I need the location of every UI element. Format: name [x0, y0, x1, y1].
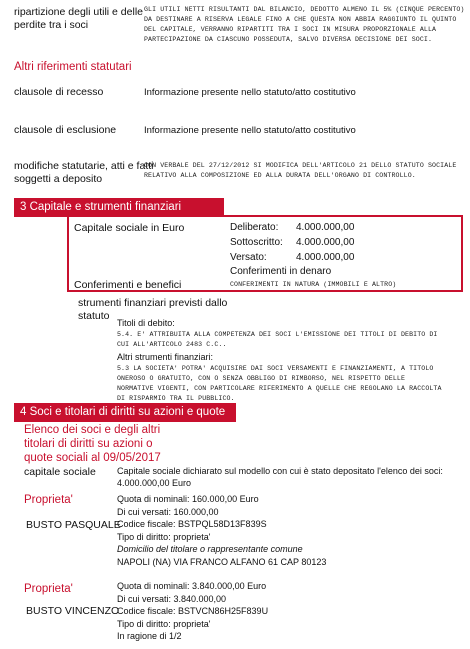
value-esclusione: Informazione presente nello statuto/atto costitutivo: [144, 125, 356, 136]
socio-2-tipo: Proprieta': [24, 583, 73, 595]
sottoscritto-value: 4.000.000,00: [296, 237, 355, 248]
label-esclusione: clausole di esclusione: [14, 124, 117, 136]
socio-1-nome: BUSTO PASQUALE: [26, 519, 121, 531]
conferimenti-denaro: Conferimenti in denaro: [230, 266, 332, 277]
capitale-sociale-dichiarato: Capitale sociale dichiarato sul modello con cui è stato depositato l'elenco dei soci: 4.000.000,00 Euro: [117, 466, 443, 488]
label-ripartizione: ripartizione degli utili e delle perdite tra i soci: [14, 6, 143, 31]
value-recesso: Informazione presente nello statuto/atto costitutivo: [144, 87, 356, 98]
titoli-debito-text: 5.4. E' ATTRIBUITA ALLA COMPETENZA DEI SOCI L'EMISSIONE DEI TITOLI DI DEBITO DI CUI ALL'ARTICOLO 2483 C.C..: [117, 331, 438, 348]
text-modifiche: CON VERBALE DEL 27/12/2012 SI MODIFICA DELL'ARTICOLO 21 DELLO STATUTO SOCIALE RELATIVO ALLA COMPOSIZIONE ED ALLA DURATA DELL'ORGANO DI CONTROLLO.: [144, 162, 457, 179]
socio-2-dettagli: Quota di nominali: 3.840.000,00 Euro Di cui versati: 3.840.000,00 Codice fiscale: BSTVCN86H25F839U Tipo di diritto: proprieta' In ragione di 1/2: [117, 581, 269, 641]
versato-label: Versato:: [230, 252, 267, 263]
deliberato-value: 4.000.000,00: [296, 222, 355, 233]
sottoscritto-label: Sottoscritto:: [230, 237, 283, 248]
subhead-altri-riferimenti: Altri riferimenti statutari: [14, 61, 132, 73]
socio-2-nome: BUSTO VINCENZO: [26, 605, 120, 617]
altri-strumenti-label: Altri strumenti finanziari:: [117, 352, 214, 362]
conferimenti-benefici-label: Conferimenti e benefici: [74, 279, 182, 291]
deliberato-label: Deliberato:: [230, 222, 279, 233]
socio-1-dettagli: Quota di nominali: 160.000,00 Euro Di cui versati: 160.000,00 Codice fiscale: BSTPQL58D13F839S Tipo di diritto: proprieta' Domicilio del titolare o rappresentante comune NAPOLI (NA) VIA FRANCO ALFANO 61 CAP 80123: [117, 494, 327, 567]
section-4-bar: 4 Soci e titolari di diritti su azioni e quote: [14, 403, 236, 422]
label-modifiche: modifiche statutarie, atti e fatti soggetti a deposito: [14, 160, 154, 185]
label-capitale-sociale: capitale sociale: [24, 466, 96, 478]
text-ripartizione: GLI UTILI NETTI RISULTANTI DAL BILANCIO, DEDOTTO ALMENO IL 5% (CINQUE PERCENTO) DA DESTINARE A RISERVA LEGALE FINO A CHE QUESTA NON ABBIA RAGGIUNTO IL QUINTO DEL CAPITALE, VERRANNO RIPARTITI TRA I SOCI IN MISURA PROPORZIONALE ALLA PARTECIPAZIONE DA CIASCUNO POSSEDUTA, SALVO DIVERSA DECISIONE DEI SOCI.: [144, 6, 465, 43]
section-3-bar: 3 Capitale e strumenti finanziari: [14, 198, 224, 217]
label-recesso: clausole di recesso: [14, 86, 104, 98]
socio-1-tipo: Proprieta': [24, 494, 73, 506]
capitale-sociale-label: Capitale sociale in Euro: [74, 222, 185, 234]
titoli-debito-label: Titoli di debito:: [117, 318, 175, 328]
versato-value: 4.000.000,00: [296, 252, 355, 263]
altri-strumenti-text: 5.3 LA SOCIETA' POTRA' ACQUISIRE DAI SOCI VERSAMENTI E FINANZIAMENTI, A TITOLO ONEROSO O GRATUITO, CON O SENZA OBBLIGO DI RIMBORSO, NEL RISPETTO DELLE NORMATIVE VIGENTI, CON PARTICOLARE RIFERIMENTO A QUELLE CHE REGOLANO LA RACCOLTA DI RISPARMIO TRA IL PUBBLICO.: [117, 365, 442, 402]
label-strumenti: strumenti finanziari previsti dallo statuto: [78, 297, 228, 322]
elenco-soci-heading: Elenco dei soci e degli altri titolari di diritti su azioni o quote sociali al 09/05/2017: [24, 424, 161, 464]
conferimenti-benefici-value: CONFERIMENTI IN NATURA (IMMOBILI E ALTRO): [230, 281, 397, 288]
